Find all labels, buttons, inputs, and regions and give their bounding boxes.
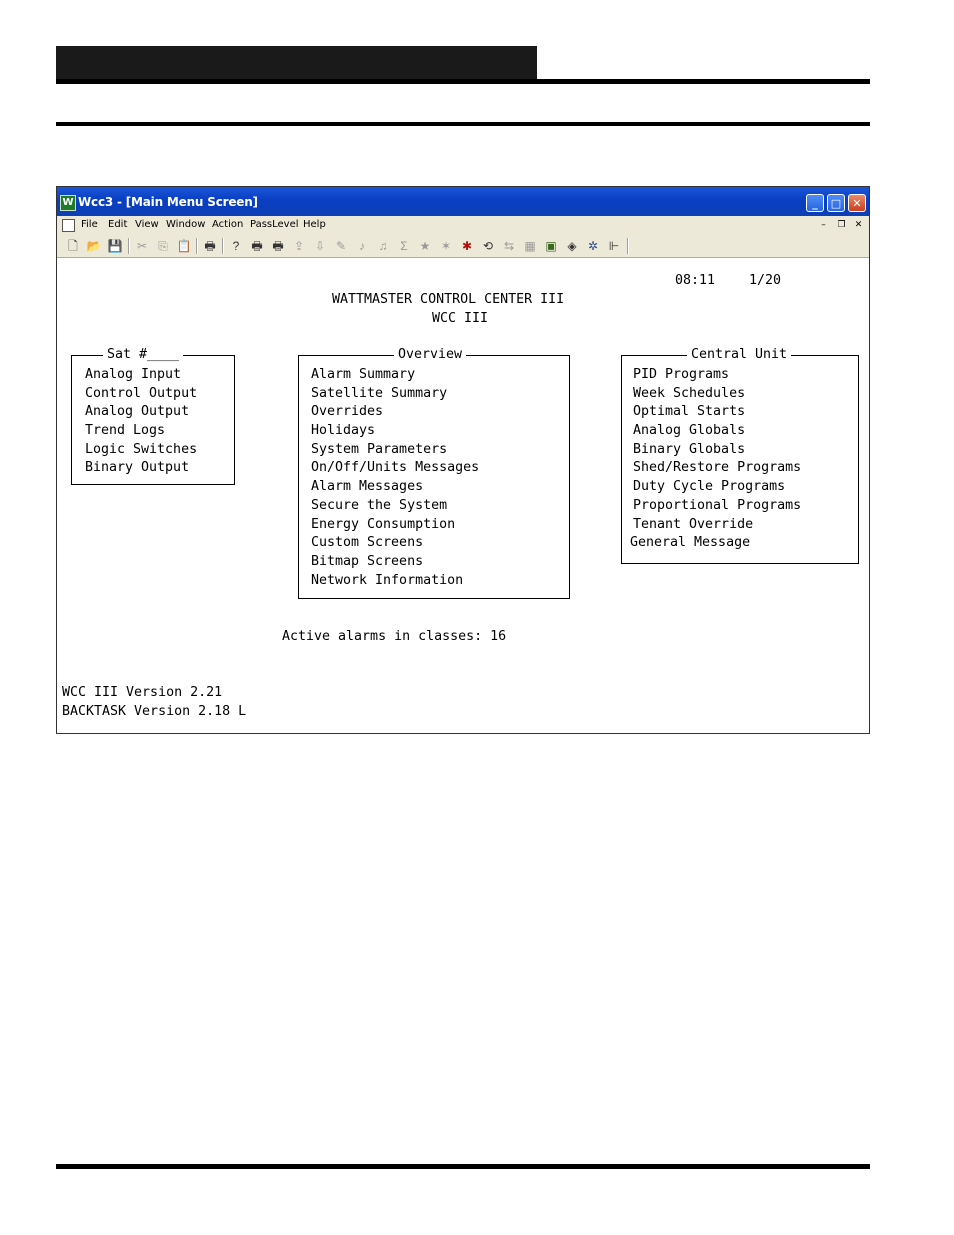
wcc3-window bbox=[56, 186, 870, 734]
menu-edit[interactable]: Edit bbox=[108, 219, 128, 230]
toolbar bbox=[57, 235, 869, 258]
mdi-close-button[interactable]: ✕ bbox=[854, 220, 863, 230]
image-icon[interactable]: ▣ bbox=[545, 239, 557, 253]
clock-date: 1/20 bbox=[749, 273, 782, 288]
menu-help[interactable]: Help bbox=[303, 219, 326, 230]
menu-action[interactable]: Action bbox=[212, 219, 244, 230]
menu-file[interactable]: File bbox=[81, 219, 98, 230]
page-subtitle: WCC III bbox=[432, 311, 489, 326]
active-alarms-status: Active alarms in classes: 16 bbox=[282, 629, 507, 644]
alert-icon[interactable]: ✱ bbox=[461, 239, 473, 253]
document-icon[interactable] bbox=[62, 219, 75, 232]
upload-icon[interactable]: ⇪ bbox=[293, 239, 305, 253]
toolbar-separator bbox=[128, 238, 130, 254]
copy-icon[interactable]: ⎘ bbox=[158, 239, 168, 253]
mdi-minimize-button[interactable]: – bbox=[821, 220, 826, 230]
sat-item-trend-logs[interactable]: Trend Logs bbox=[85, 423, 166, 439]
central-item-proportional-programs[interactable]: Proportional Programs bbox=[633, 497, 802, 513]
central-item-analog-globals[interactable]: Analog Globals bbox=[633, 423, 746, 439]
backtask-version: BACKTASK Version 2.18 L bbox=[62, 704, 247, 719]
print-screen-icon[interactable]: 🖶 bbox=[272, 239, 284, 253]
star-two-icon[interactable]: ✶ bbox=[440, 239, 452, 253]
save-icon[interactable]: 💾 bbox=[107, 239, 123, 253]
network-icon[interactable]: ◈ bbox=[567, 239, 577, 253]
overview-item-energy-consumption[interactable]: Energy Consumption bbox=[311, 516, 456, 532]
print-icon[interactable]: 🖶 bbox=[204, 239, 216, 253]
overview-item-satellite-summary[interactable]: Satellite Summary bbox=[311, 385, 448, 401]
header-rule bbox=[56, 79, 870, 84]
cut-icon[interactable]: ✂ bbox=[136, 239, 148, 253]
central-item-week-schedules[interactable]: Week Schedules bbox=[633, 385, 746, 401]
window-title: Wcc3 - [Main Menu Screen] bbox=[78, 195, 258, 209]
sigma-icon[interactable]: Σ bbox=[400, 239, 408, 253]
users-icon[interactable]: ✲ bbox=[587, 239, 599, 253]
overview-item-network-information[interactable]: Network Information bbox=[311, 572, 464, 588]
print-setup-icon[interactable]: 🖶 bbox=[251, 239, 263, 253]
toolbar-separator bbox=[196, 238, 198, 254]
central-item-general-message[interactable]: General Message bbox=[630, 535, 751, 550]
overview-box-title: Overview bbox=[394, 347, 466, 363]
sat-item-analog-output[interactable]: Analog Output bbox=[85, 404, 190, 420]
central-item-binary-globals[interactable]: Binary Globals bbox=[633, 441, 746, 457]
central-item-duty-cycle-programs[interactable]: Duty Cycle Programs bbox=[633, 479, 786, 495]
app-icon[interactable]: W bbox=[60, 195, 76, 211]
title-bar[interactable] bbox=[57, 187, 869, 216]
central-item-pid-programs[interactable]: PID Programs bbox=[633, 367, 730, 382]
header-rule-lower bbox=[56, 122, 870, 126]
central-item-shed-restore-programs[interactable]: Shed/Restore Programs bbox=[633, 460, 802, 476]
tree-icon[interactable]: ⊩ bbox=[608, 239, 620, 253]
new-icon[interactable]: 🗋 bbox=[68, 239, 78, 253]
overview-item-alarm-summary[interactable]: Alarm Summary bbox=[311, 367, 416, 382]
sat-item-analog-input[interactable]: Analog Input bbox=[85, 367, 182, 382]
overview-item-custom-screens[interactable]: Custom Screens bbox=[311, 535, 424, 551]
central-item-tenant-override[interactable]: Tenant Override bbox=[633, 516, 754, 532]
menu-passlevel[interactable]: PassLevel bbox=[250, 219, 299, 230]
transfer-icon[interactable]: ⇆ bbox=[503, 239, 515, 253]
central-unit-menu-list bbox=[633, 366, 801, 534]
minimize-button[interactable]: _ bbox=[806, 194, 824, 212]
clock-time: 08:11 bbox=[675, 273, 716, 288]
mdi-restore-button[interactable]: ❐ bbox=[837, 220, 846, 230]
header-bar bbox=[56, 46, 537, 80]
overview-item-secure-the-system[interactable]: Secure the System bbox=[311, 497, 448, 513]
overview-menu-list bbox=[311, 366, 479, 590]
help-icon[interactable]: ? bbox=[232, 239, 240, 253]
star-icon[interactable]: ★ bbox=[419, 239, 431, 253]
bell-icon[interactable]: ♫ bbox=[378, 239, 388, 253]
sat-item-control-output[interactable]: Control Output bbox=[85, 385, 198, 401]
overview-item-bitmap-screens[interactable]: Bitmap Screens bbox=[311, 553, 424, 569]
central-unit-box-title: Central Unit bbox=[687, 347, 791, 363]
central-item-optimal-starts[interactable]: Optimal Starts bbox=[633, 404, 746, 420]
menu-window[interactable]: Window bbox=[166, 219, 206, 230]
wcc-version: WCC III Version 2.21 bbox=[62, 685, 223, 700]
open-icon[interactable]: 📂 bbox=[86, 239, 102, 253]
page-title: WATTMASTER CONTROL CENTER III bbox=[332, 292, 565, 307]
maximize-button[interactable]: □ bbox=[827, 194, 845, 212]
overview-item-system-parameters[interactable]: System Parameters bbox=[311, 441, 448, 457]
footer-rule bbox=[56, 1164, 870, 1169]
alarm-bell-icon[interactable]: ♪ bbox=[359, 239, 365, 253]
overview-item-holidays[interactable]: Holidays bbox=[311, 423, 376, 439]
download-icon[interactable]: ⇩ bbox=[314, 239, 326, 253]
toolbar-separator bbox=[627, 238, 629, 254]
sat-menu-list bbox=[85, 366, 197, 478]
paste-icon[interactable]: 📋 bbox=[176, 239, 192, 253]
overview-item-onoff-units-messages[interactable]: On/Off/Units Messages bbox=[311, 460, 480, 476]
menu-view[interactable]: View bbox=[135, 219, 159, 230]
graph-icon[interactable]: ⟲ bbox=[482, 239, 494, 253]
toolbar-separator bbox=[222, 238, 224, 254]
menu-bar bbox=[57, 216, 869, 235]
edit-icon[interactable]: ✎ bbox=[335, 239, 347, 253]
sat-item-logic-switches[interactable]: Logic Switches bbox=[85, 441, 198, 457]
sat-box-title[interactable]: Sat #____ bbox=[103, 347, 183, 363]
overview-item-alarm-messages[interactable]: Alarm Messages bbox=[311, 479, 424, 495]
overview-item-overrides[interactable]: Overrides bbox=[311, 404, 384, 420]
sat-item-binary-output[interactable]: Binary Output bbox=[85, 460, 190, 476]
close-button[interactable]: ✕ bbox=[848, 194, 866, 212]
main-menu-screen bbox=[57, 258, 869, 733]
chart-icon[interactable]: ▦ bbox=[524, 239, 536, 253]
